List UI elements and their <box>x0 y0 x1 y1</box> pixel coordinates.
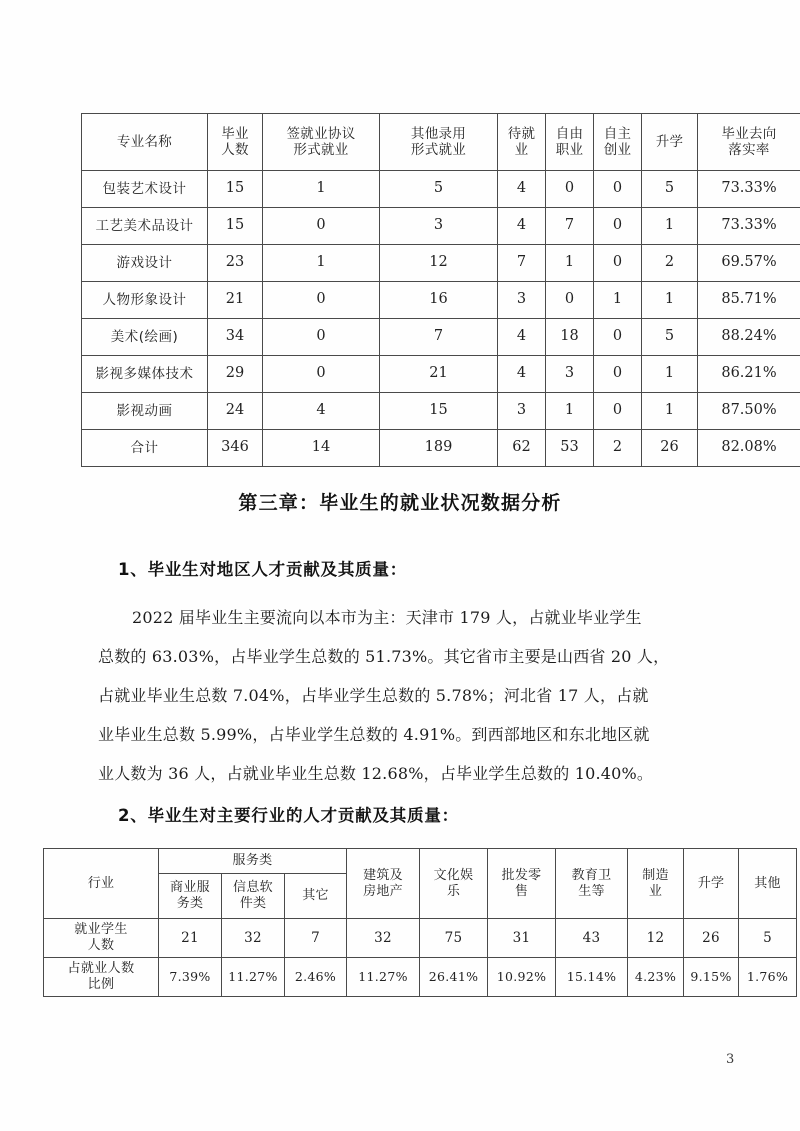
paragraph-line: 业人数为 36 人，占就业毕业生总数 12.68%，占毕业学生总数的 10.40%。 <box>98 764 654 783</box>
table-row <box>82 319 800 356</box>
header-line-1: 毕业 <box>221 125 249 142</box>
header-line-1: 自由 <box>555 125 584 142</box>
table-row-employed-count <box>44 919 797 958</box>
cell-pending: 3 <box>498 282 546 319</box>
cell-pending: 4 <box>498 208 546 245</box>
table-row <box>82 208 800 245</box>
cell-education-health: 43 <box>556 919 628 958</box>
cell-other-form: 7 <box>380 319 498 356</box>
column-header-startup <box>594 114 642 171</box>
column-header-placement-rate <box>698 114 800 171</box>
cell-graduates: 15 <box>208 171 263 208</box>
cell-other-form: 189 <box>380 430 498 467</box>
cell-further-study: 5 <box>642 319 698 356</box>
header-line-2: 业 <box>648 883 663 899</box>
cell-graduates: 23 <box>208 245 263 282</box>
cell-startup: 0 <box>594 245 642 282</box>
cell-other-form: 5 <box>380 171 498 208</box>
column-header-freelance <box>546 114 594 171</box>
chapter-title: 第三章：毕业生的就业状况数据分析 <box>238 492 562 514</box>
header-line-1: 商业服 <box>170 880 210 896</box>
cell-manufacturing: 12 <box>628 919 684 958</box>
cell-rate: 87.50% <box>698 393 800 430</box>
cell-freelance: 53 <box>546 430 594 467</box>
cell-agreement: 1 <box>263 245 380 282</box>
header-line-1: 升学 <box>697 875 725 891</box>
header-line-1: 批发零 <box>501 867 542 883</box>
paragraph-line: 2022 届毕业生主要流向以本市为主：天津市 179 人，占就业毕业学生 <box>132 608 642 627</box>
cell-further-study: 9.15% <box>684 958 739 997</box>
cell-agreement: 1 <box>263 171 380 208</box>
header-line-2: 形式就业 <box>410 142 467 158</box>
column-header-construction-realestate <box>347 849 420 919</box>
column-header-major <box>82 114 208 171</box>
cell-pending: 4 <box>498 171 546 208</box>
cell-pending: 4 <box>498 356 546 393</box>
cell-rate: 85.71% <box>698 282 800 319</box>
cell-rate: 73.33% <box>698 208 800 245</box>
cell-freelance: 7 <box>546 208 594 245</box>
cell-major: 影视动画 <box>82 393 208 430</box>
header-line-2: 形式就业 <box>293 142 349 158</box>
cell-service-other: 2.46% <box>285 958 347 997</box>
header-line-1: 毕业去向 <box>721 125 777 142</box>
row-label-employment-ratio <box>44 958 159 997</box>
cell-other-form: 12 <box>380 245 498 282</box>
cell-pending: 7 <box>498 245 546 282</box>
header-line-2: 房地产 <box>363 883 403 899</box>
cell-agreement: 0 <box>263 208 380 245</box>
table-row <box>82 282 800 319</box>
cell-major: 人物形象设计 <box>82 282 208 319</box>
cell-further-study: 1 <box>642 208 698 245</box>
corner-header-industry: 行业 <box>44 849 159 919</box>
column-header-commercial-service <box>159 874 222 919</box>
paragraph-line: 总数的 63.03%，占毕业学生总数的 51.73%。其它省市主要是山西省 20 人， <box>98 647 670 666</box>
cell-freelance: 3 <box>546 356 594 393</box>
section-2-heading: 2、毕业生对主要行业的人才贡献及其质量： <box>118 806 459 825</box>
industry-contribution-table <box>43 848 797 997</box>
cell-startup: 2 <box>594 430 642 467</box>
header-line-2: 落实率 <box>728 142 770 158</box>
column-header-agreement-employment <box>263 114 380 171</box>
cell-graduates: 21 <box>208 282 263 319</box>
table-row-total <box>82 430 800 467</box>
header-line-1: 其他录用 <box>410 125 467 142</box>
section-1-paragraph <box>98 598 714 793</box>
cell-major: 合计 <box>82 430 208 467</box>
column-header-it-software <box>222 874 285 919</box>
cell-culture-entertainment: 26.41% <box>420 958 488 997</box>
cell-major: 影视多媒体技术 <box>82 356 208 393</box>
cell-pending: 4 <box>498 319 546 356</box>
cell-further-study: 1 <box>642 282 698 319</box>
column-header-wholesale-retail <box>488 849 556 919</box>
cell-other-form: 21 <box>380 356 498 393</box>
header-line-1: 待就 <box>507 125 536 142</box>
cell-major: 美术(绘画) <box>82 319 208 356</box>
table-row <box>82 171 800 208</box>
cell-agreement: 4 <box>263 393 380 430</box>
header-line-2: 业 <box>514 142 529 158</box>
cell-commercial-service: 21 <box>159 919 222 958</box>
cell-further-study: 2 <box>642 245 698 282</box>
cell-major: 工艺美术品设计 <box>82 208 208 245</box>
header-line-1: 其它 <box>302 888 329 904</box>
column-header-further-study <box>684 849 739 919</box>
cell-freelance: 1 <box>546 245 594 282</box>
column-header-service-other <box>285 874 347 919</box>
cell-other-form: 15 <box>380 393 498 430</box>
cell-manufacturing: 4.23% <box>628 958 684 997</box>
cell-other: 5 <box>739 919 797 958</box>
column-header-culture-entertainment <box>420 849 488 919</box>
section-1-heading: 1、毕业生对地区人才贡献及其质量： <box>118 560 408 579</box>
header-line-1: 升学 <box>655 133 684 150</box>
header-line-2: 创业 <box>603 142 632 158</box>
row-label-line-1: 就业学生 <box>74 922 128 938</box>
column-header-pending <box>498 114 546 171</box>
cell-wholesale-retail: 31 <box>488 919 556 958</box>
row-label-line-2: 人数 <box>87 938 115 953</box>
header-line-2: 售 <box>514 883 529 899</box>
cell-commercial-service: 7.39% <box>159 958 222 997</box>
cell-other-form: 16 <box>380 282 498 319</box>
cell-freelance: 18 <box>546 319 594 356</box>
header-line-1: 文化娱 <box>433 867 474 883</box>
group-header-service: 服务类 <box>159 849 347 874</box>
column-header-education-health <box>556 849 628 919</box>
cell-startup: 0 <box>594 208 642 245</box>
header-line-2: 生等 <box>578 883 605 899</box>
header-line-1: 签就业协议 <box>286 125 356 142</box>
page-number: 3 <box>726 1052 735 1067</box>
row-label-line-1: 占就业人数 <box>67 961 135 977</box>
cell-rate: 82.08% <box>698 430 800 467</box>
paragraph-line: 业毕业生总数 5.99%，占毕业学生总数的 4.91%。到西部地区和东北地区就 <box>98 725 650 744</box>
cell-agreement: 0 <box>263 356 380 393</box>
cell-agreement: 0 <box>263 282 380 319</box>
cell-graduates: 34 <box>208 319 263 356</box>
table-header-group-row <box>44 849 797 874</box>
cell-startup: 1 <box>594 282 642 319</box>
cell-graduates: 346 <box>208 430 263 467</box>
table-header-row <box>82 114 800 171</box>
column-header-other-employment <box>380 114 498 171</box>
cell-construction-realestate: 11.27% <box>347 958 420 997</box>
cell-graduates: 15 <box>208 208 263 245</box>
cell-further-study: 1 <box>642 393 698 430</box>
header-line-1: 其他 <box>754 875 781 891</box>
header-line-2: 件类 <box>239 896 267 911</box>
cell-agreement: 14 <box>263 430 380 467</box>
cell-startup: 0 <box>594 171 642 208</box>
header-line-2: 人数 <box>221 142 249 158</box>
cell-wholesale-retail: 10.92% <box>488 958 556 997</box>
row-label-line-2: 比例 <box>87 977 115 992</box>
cell-it-software: 11.27% <box>222 958 285 997</box>
header-line-1: 制造 <box>642 867 669 883</box>
column-header-further-study <box>642 114 698 171</box>
header-line-1: 信息软 <box>233 880 273 896</box>
cell-further-study: 26 <box>642 430 698 467</box>
cell-it-software: 32 <box>222 919 285 958</box>
header-line-2: 职业 <box>555 142 584 158</box>
paragraph-line: 占就业毕业生总数 7.04%，占毕业学生总数的 5.78%；河北省 17 人，占就 <box>98 686 649 705</box>
table-row <box>82 393 800 430</box>
graduate-employment-table-wrapper <box>81 113 777 467</box>
header-line-1: 自主 <box>603 125 632 142</box>
table-row <box>82 245 800 282</box>
cell-service-other: 7 <box>285 919 347 958</box>
column-header-manufacturing <box>628 849 684 919</box>
cell-freelance: 1 <box>546 393 594 430</box>
cell-graduates: 29 <box>208 356 263 393</box>
cell-other-form: 3 <box>380 208 498 245</box>
cell-pending: 3 <box>498 393 546 430</box>
cell-rate: 88.24% <box>698 319 800 356</box>
cell-further-study: 1 <box>642 356 698 393</box>
graduate-employment-table <box>81 113 800 467</box>
header-line-1: 教育卫 <box>571 867 612 883</box>
row-label-employed-students <box>44 919 159 958</box>
cell-further-study: 5 <box>642 171 698 208</box>
cell-rate: 69.57% <box>698 245 800 282</box>
industry-contribution-table-wrapper <box>43 848 789 997</box>
table-row-employed-ratio <box>44 958 797 997</box>
cell-major: 包装艺术设计 <box>82 171 208 208</box>
cell-startup: 0 <box>594 356 642 393</box>
cell-construction-realestate: 32 <box>347 919 420 958</box>
cell-freelance: 0 <box>546 171 594 208</box>
cell-further-study: 26 <box>684 919 739 958</box>
header-line-2: 乐 <box>446 883 461 899</box>
header-line-1: 专业名称 <box>116 133 173 150</box>
cell-education-health: 15.14% <box>556 958 628 997</box>
column-header-graduates <box>208 114 263 171</box>
cell-startup: 0 <box>594 393 642 430</box>
cell-startup: 0 <box>594 319 642 356</box>
header-line-2: 务类 <box>176 896 204 911</box>
cell-culture-entertainment: 75 <box>420 919 488 958</box>
table-row <box>82 356 800 393</box>
column-header-other <box>739 849 797 919</box>
cell-agreement: 0 <box>263 319 380 356</box>
cell-freelance: 0 <box>546 282 594 319</box>
header-line-1: 建筑及 <box>363 867 403 883</box>
cell-rate: 73.33% <box>698 171 800 208</box>
cell-major: 游戏设计 <box>82 245 208 282</box>
cell-pending: 62 <box>498 430 546 467</box>
cell-rate: 86.21% <box>698 356 800 393</box>
cell-other: 1.76% <box>739 958 797 997</box>
cell-graduates: 24 <box>208 393 263 430</box>
